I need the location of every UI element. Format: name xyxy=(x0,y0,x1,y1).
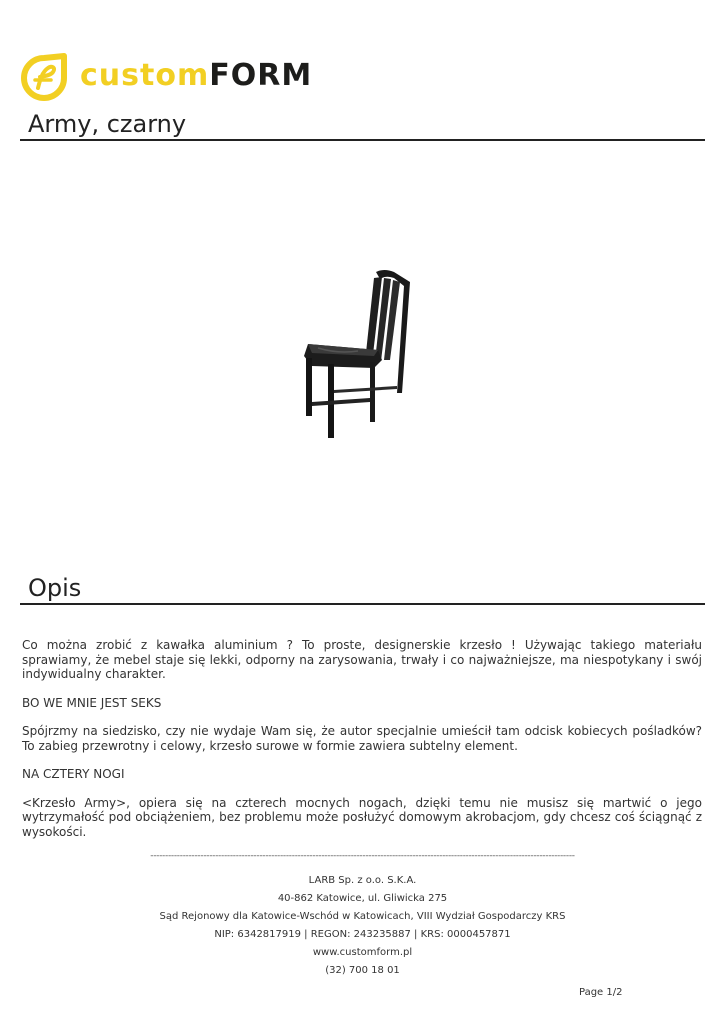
section-divider xyxy=(20,603,705,605)
footer-address: 40-862 Katowice, ul. Gliwicka 275 xyxy=(277,893,448,904)
chair-image xyxy=(298,268,413,443)
product-title: Army, czarny xyxy=(28,110,187,138)
page-number: Page 1/2 xyxy=(579,987,623,998)
section-title-description: Opis xyxy=(28,574,82,602)
header-divider xyxy=(20,139,705,141)
footer-separator: ------------------------------------------------------------------------------------------------------------------------------------------------ xyxy=(150,851,575,861)
description-heading: NA CZTERY NOGI xyxy=(22,767,125,781)
description-heading: BO WE MNIE JEST SEKS xyxy=(22,695,162,710)
description-paragraph: Spójrzmy na siedzisko, czy nie wydaje Wam się, że autor specjalnie umieścił tam odcisk kobiecych pośladków? To zabieg przewrotny i celowy, krzesło surowe w formie zawiera subtelny element. xyxy=(22,724,702,753)
footer-phone: (32) 700 18 01 xyxy=(325,965,400,976)
footer-website: www.customform.pl xyxy=(312,947,413,958)
description-paragraph: Co można zrobić z kawałka aluminium ? To proste, designerskie krzesło ! Używając takiego materiału sprawiamy, że mebel staje się lekki, odporny na zarysowania, trwały i co najważniejsze, ma niespotykany i swój indywidualny charakter. xyxy=(22,638,702,681)
logo-mark-icon xyxy=(18,50,74,105)
logo-text-form: FORM xyxy=(209,58,313,93)
footer-company-name: LARB Sp. z o.o. S.K.A. xyxy=(308,875,417,886)
customform-logo xyxy=(18,50,313,105)
company-footer xyxy=(0,872,725,980)
logo-text-custom: custom xyxy=(80,58,210,93)
footer-registry: NIP: 6342817919 | REGON: 243235887 | KRS: 0000457871 xyxy=(214,929,511,940)
footer-court: Sąd Rejonowy dla Katowice-Wschód w Katowicach, VIII Wydział Gospodarczy KRS xyxy=(159,911,566,922)
logo-wordmark xyxy=(80,56,312,96)
product-description xyxy=(22,638,702,853)
description-paragraph: <Krzesło Army>, opiera się na czterech mocnych nogach, dzięki temu nie musisz się martwić o jego wytrzymałość pod obciążeniem, bez problemu może posłużyć domowym akrobacjom, gdy chcesz coś ściągnąć z wysokości. xyxy=(22,795,702,839)
